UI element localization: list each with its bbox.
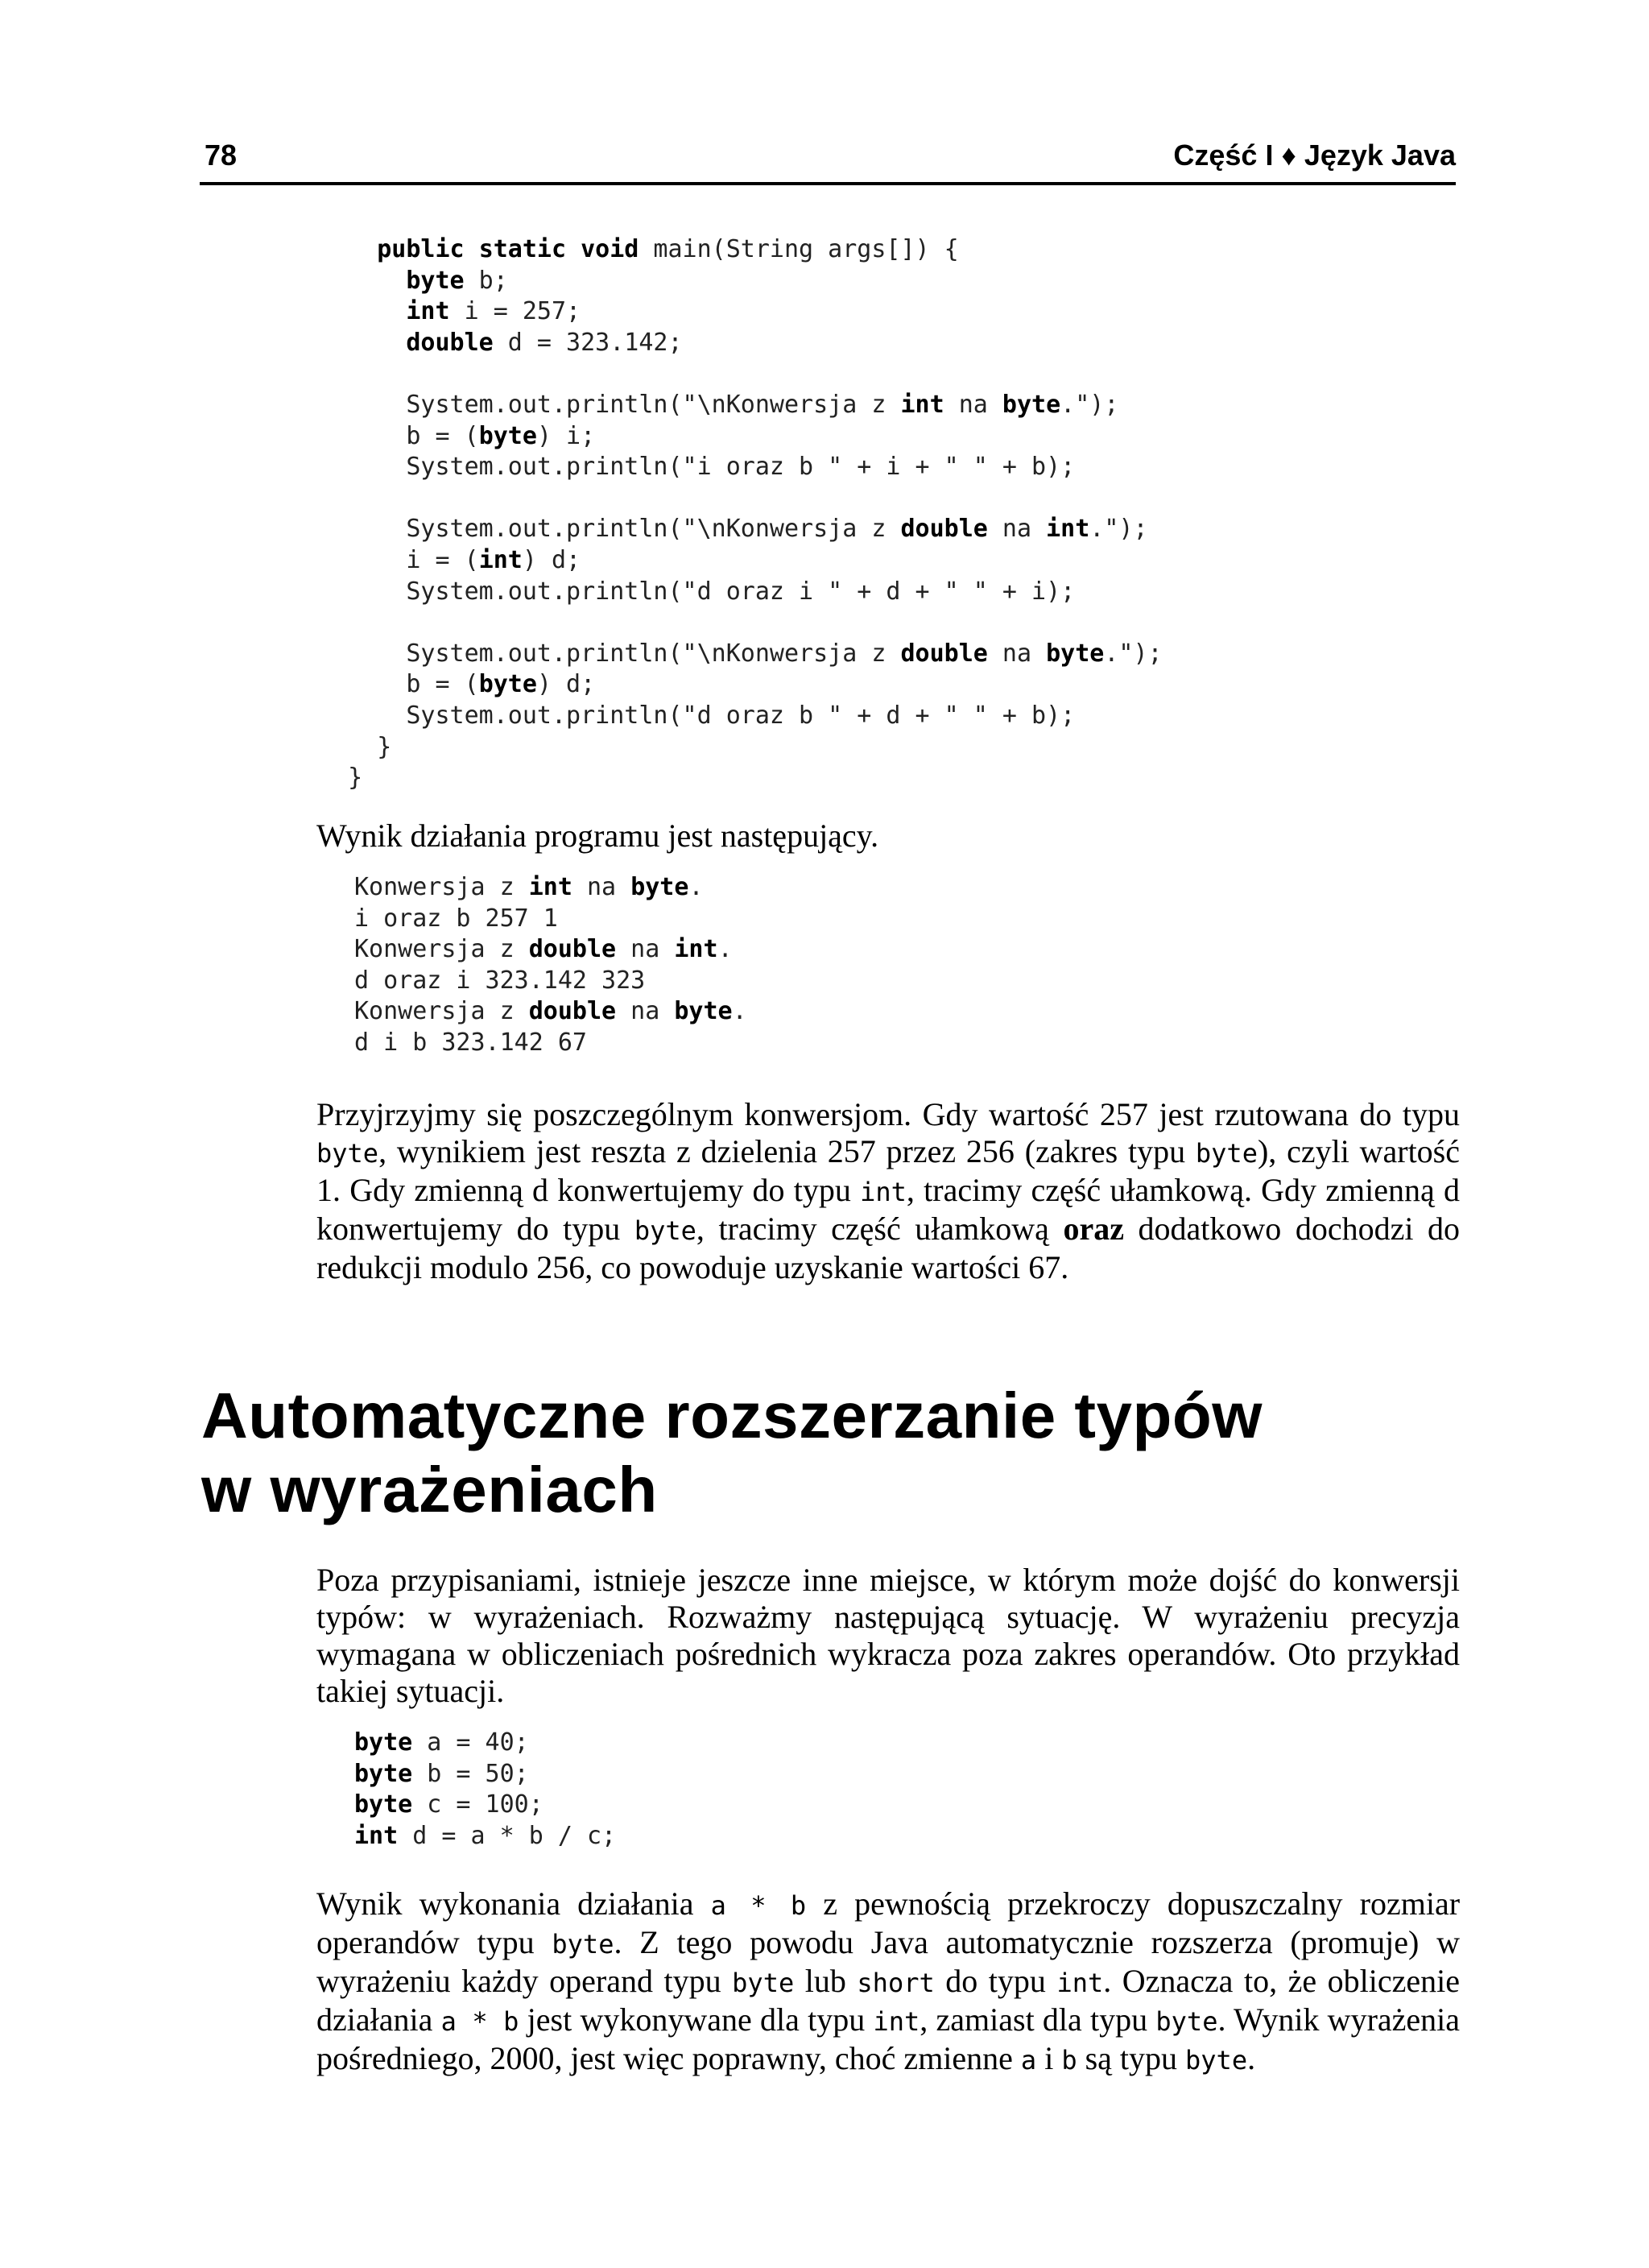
text-run: z pewnością przekroczy dopuszczalny rozmiar operandów typu [316,1885,1461,1960]
heading-line: Automatyczne rozszerzanie typów [201,1380,1263,1451]
code-line [319,607,1163,639]
inline-code: byte [1195,1138,1258,1169]
text-run: do typu [934,1963,1057,1999]
text-run: są typu [1077,2040,1186,2076]
inline-code: byte [552,1929,614,1960]
code-line: } [319,732,392,761]
inline-code: byte [732,1968,795,1998]
code-line: System.out.println("d oraz b " + d + " " + b); [319,701,1076,730]
code-line: byte c = 100; [354,1790,543,1819]
code-line: System.out.println("i oraz b " + i + " " + b); [319,453,1076,482]
inline-code: byte [1185,2045,1248,2076]
code-line: double d = 323.142; [406,328,683,357]
paragraph-promotion [316,1885,1460,2079]
code-line: byte a = 40; [354,1728,529,1757]
inline-code: int [873,2006,920,2037]
code-line: int d = a * b / c; [354,1821,617,1850]
inline-code: short [857,1968,935,1998]
section-heading [201,1379,1263,1527]
inline-code: b [1061,2045,1077,2076]
heading-line: w wyrażeniach [201,1454,658,1525]
inline-code: int [860,1177,907,1207]
text-run: i [1036,2040,1062,2076]
code-line: byte b; [406,266,508,295]
code-line [319,358,1163,390]
code-line: } [319,764,363,793]
code-line: d i b 323.142 67 [354,1028,587,1057]
text-run: , wynikiem jest reszta z dzielenia 257 przez 256 (zakres typu [378,1133,1196,1169]
code-line: System.out.println("\nKonwersja z int na byte."); [319,390,1119,419]
header-rule [200,182,1456,185]
text-run: , zamiast dla typu [920,2001,1156,2038]
code-line: b = (byte) d; [319,670,596,699]
text-run: , tracimy część ułamkową [696,1211,1064,1247]
inline-code: byte [634,1215,696,1246]
text-run: Przyjrzyjmy się poszczególnym konwersjom. Gdy wartość 257 jest rzutowana do typu [316,1096,1460,1132]
code-line [319,483,1163,515]
text-run: jest wykonywane dla typu [519,2001,874,2038]
code-listing-main [319,234,1163,794]
code-line: Konwersja z double na int. [354,935,733,964]
text-run: . Oznacza to, że obliczenie działania [316,1963,1461,2038]
page-number: 78 [205,139,238,172]
intro-text: Wynik działania programu jest następujący. [316,817,879,854]
inline-code: a * b [440,2006,519,2037]
code-line: Konwersja z double na byte. [354,997,747,1026]
inline-code: byte [316,1138,379,1169]
text-run: . Wynik wyrażenia pośredniego, 2000, jest więc poprawny, choć zmienne [316,2001,1461,2076]
code-line: int i = 257; [406,297,581,326]
code-line: System.out.println("\nKonwersja z double na byte."); [319,639,1163,668]
paragraph-conversions [316,1096,1460,1286]
text-run: Wynik wykonania działania [316,1885,711,1922]
inline-code: byte [1155,2006,1218,2037]
code-line: i oraz b 257 1 [354,904,558,933]
inline-code: int [1056,1968,1104,1998]
code-line: public static void main(String args[]) { [377,235,959,263]
text-run: ), czyli wartość 1. Gdy zmienną d konwertujemy do typu [316,1133,1460,1208]
program-output [354,872,747,1059]
code-line: b = (byte) i; [319,421,596,450]
inline-code: a [1020,2045,1037,2076]
code-line: Konwersja z int na byte. [354,873,704,901]
paragraph-expressions: Poza przypisaniami, istnieje jeszcze inne miejsce, w którym może dojść do konwersji typów: w wyrażeniach. Rozważmy następującą sytuację. W wyrażeniu precyzja wymagana w obliczeniach pośrednich wykracza poza zakres operandów. Oto przykład takiej sytuacji. [316,1562,1460,1709]
page-header [200,139,1456,180]
code-line: d oraz i 323.142 323 [354,966,646,995]
text-run: . [1247,2040,1256,2076]
text-run: , tracimy część ułamkową. Gdy zmienną d konwertujemy do typu [316,1172,1460,1247]
text-run: lub [794,1963,858,1999]
text-run: . Z tego powodu Java automatycznie rozszerza (promuje) w wyrażeniu każdy operand typu [316,1924,1460,1999]
running-title: Część I ♦ Język Java [1173,139,1456,172]
bold-text: oraz [1063,1211,1124,1247]
code-line: System.out.println("\nKonwersja z double na int."); [319,515,1148,544]
code-listing-example [354,1728,616,1852]
text-run: dodatkowo dochodzi do redukcji modulo 256, co powoduje uzyskanie wartości 67. [316,1211,1461,1285]
code-line: System.out.println("d oraz i " + d + " " + i); [319,577,1076,606]
code-line: byte b = 50; [354,1759,529,1788]
inline-code: a * b [710,1890,807,1921]
code-line: i = (int) d; [319,545,581,574]
